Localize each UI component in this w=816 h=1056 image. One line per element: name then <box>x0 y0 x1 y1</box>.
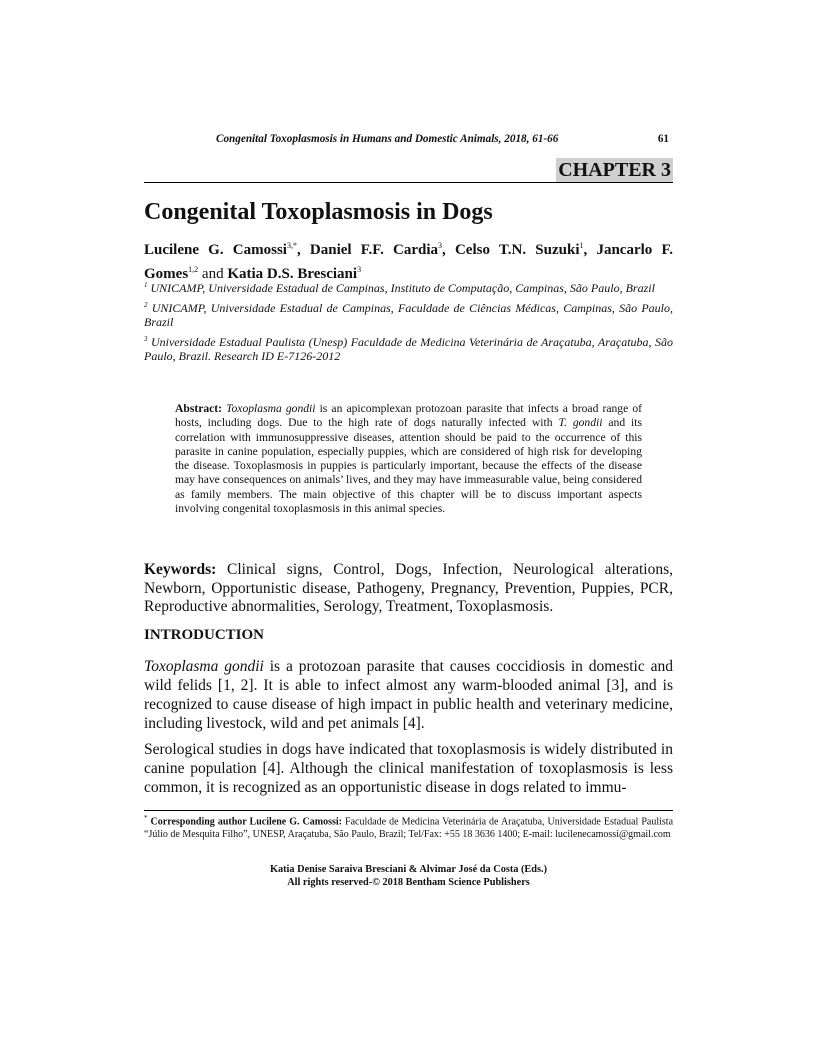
footnote: * Corresponding author Lucilene G. Camossi: Faculdade de Medicina Veterinária de Araçatuba, Universidade Estadual Paulista “Júlio de Mesquita Filho”, UNESP, Araçatuba, São Paulo, Brazil; Tel/Fax: +55 18 3636 1400; E-mail: lucilenecamossi@gmail.com <box>144 814 674 840</box>
affiliations <box>144 278 673 366</box>
publisher-imprint <box>144 864 673 889</box>
imprint-copyright: All rights reserved-© 2018 Bentham Science Publishers <box>287 876 530 888</box>
keywords: Keywords: Clinical signs, Control, Dogs, Infection, Neurological alterations, Newborn, Opportunistic disease, Pathogeny, Pregnancy, Prevention, Puppies, PCR, Reproductive abnormalities, Serology, Treatment, Toxoplasmosis. <box>144 561 673 615</box>
footnote-rule <box>144 810 673 811</box>
author-list: Lucilene G. Camossi$^{3,*}$, Daniel F.F. Cardia$^3$, Celso T.N. Suzuki$^1$, Jancarlo F. Gomes$^{1,2}$ and Katia D.S. Bresciani$^3$ <box>144 241 673 282</box>
imprint-editors: Katia Denise Saraiva Bresciani & Alvimar José da Costa (Eds.) <box>269 864 548 875</box>
running-head-title: Congenital Toxoplasmosis in Humans and Domestic Animals, 2018, 61-66 <box>216 133 559 145</box>
introduction-paragraph-1: Toxoplasma gondii is a protozoan parasite that causes coccidiosis in domestic and wild felids [1, 2]. It is able to infect almost any warm-blooded animal [3], and is recognized to cause disease of high impact in public health and veterinary medicine, including livestock, wild and pet animals [4]. <box>144 658 673 732</box>
introduction-paragraph-2: Serological studies in dogs have indicated that toxoplasmosis is widely distributed in canine population [4]. Although the clinical manifestation of toxoplasmosis is less common, it is recognized as an opportunistic disease in dogs related to immu- <box>144 741 673 796</box>
affiliation-2: $^2$ UNICAMP, Universidade Estadual de Campinas, Faculdade de Ciências Médicas, Campinas, São Paulo, Brazil <box>144 301 673 329</box>
affiliation-1: $^1$ UNICAMP, Universidade Estadual de Campinas, Instituto de Computação, Campinas, São Paulo, Brazil <box>144 281 655 295</box>
section-heading-introduction: INTRODUCTION <box>144 627 265 643</box>
chapter-label: CHAPTER 3 <box>558 159 671 181</box>
abstract: Abstract: Toxoplasma gondii is an apicomplexan protozoan parasite that infects a broad range of hosts, including dogs. Due to the high rate of dogs naturally infected with T. gondii and its correlation with immunosuppressive diseases, attention should be paid to the occurrence of this parasite in canine population, especially puppies, which are considered of high risk for developing the disease. Toxoplasmosis in puppies is particularly important, because the effects of the disease may have consequences on animals’ lives, and they may have immeasurable value, being considered as family members. The main objective of this chapter will be to discuss important aspects involving congenital toxoplasmosis in this animal species. <box>175 402 642 516</box>
page-number: 61 <box>657 133 669 145</box>
chapter-rule <box>144 182 673 183</box>
affiliation-3: $^3$ Universidade Estadual Paulista (Unesp) Faculdade de Medicina Veterinária de Araçatuba, Araçatuba, São Paulo, Brazil. Research ID E-7126-2012 <box>144 335 673 363</box>
chapter-title: Congenital Toxoplasmosis in Dogs <box>144 199 493 225</box>
